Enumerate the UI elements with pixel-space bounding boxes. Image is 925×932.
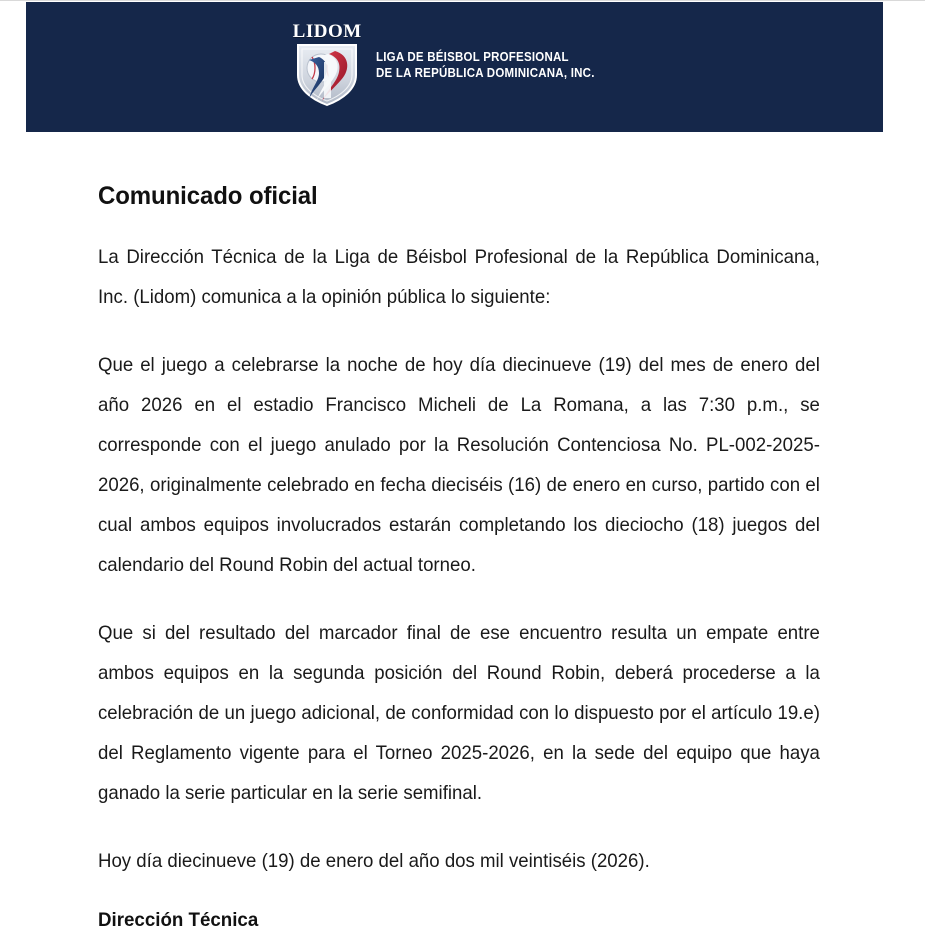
lidom-shield-logo [291, 42, 363, 108]
page-title: Comunicado oficial [98, 182, 318, 210]
paragraph-intro: La Dirección Técnica de la Liga de Béisbol Profesional de la República Dominicana, Inc. (Lidom) comunica a la opinión pública lo siguiente: [98, 246, 820, 308]
document-body [0, 132, 925, 932]
lidom-tagline [376, 49, 614, 81]
tagline-line-2: DE LA REPÚBLICA DOMINICANA, INC. [376, 66, 595, 80]
lidom-logo-mark [289, 22, 365, 106]
signature-line: Dirección Técnica [98, 909, 259, 931]
top-divider [0, 0, 925, 1]
header-banner [26, 2, 883, 132]
paragraph-game-reschedule: Que el juego a celebrarse la noche de hoy día diecinueve (19) del mes de enero del año 2026 en el estadio Francisco Micheli de La Romana, a las 7:30 p.m., se corresponde con el juego anulado por la Resolución Contenciosa No. PL-002-2025-2026, originalmente celebrado en fecha dieciséis (16) de enero en curso, partido con el cual ambos equipos involucrados estarán completando los dieciocho (18) juegos del calendario del Round Robin del actual torneo. [98, 354, 820, 576]
paragraph-tiebreaker-rule: Que si del resultado del marcador final de ese encuentro resulta un empate entre ambos equipos en la segunda posición del Round Robin, deberá procederse a la celebración de un juego adicional, de conformidad con lo dispuesto por el artículo 19.e) del Reglamento vigente para el Torneo 2025-2026, en la sede del equipo que haya ganado la serie particular en la serie semifinal. [98, 622, 820, 804]
lidom-wordmark: LIDOM [292, 21, 362, 42]
tagline-line-1: LIGA DE BÉISBOL PROFESIONAL [376, 50, 569, 64]
paragraph-date: Hoy día diecinueve (19) de enero del año dos mil veintiséis (2026). [98, 850, 650, 872]
lidom-logo-lockup [289, 22, 614, 106]
